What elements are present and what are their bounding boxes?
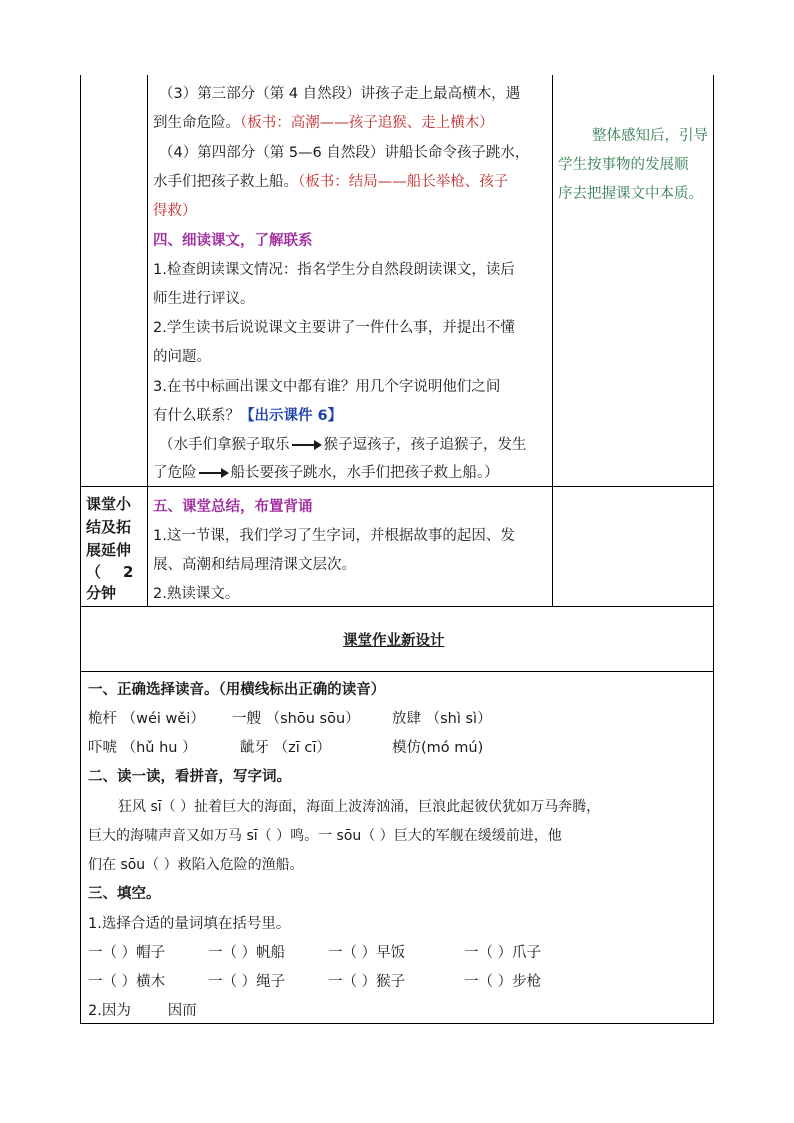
q1-pinyin: （shōu sōu） [265, 711, 360, 727]
section4-item3-line2 [153, 406, 342, 426]
q3-item2: 2.因为 因而 [88, 1003, 197, 1019]
courseware-link[interactable]: 【出示课件 6】 [240, 408, 343, 424]
q1-item-6 [392, 738, 483, 758]
q1-word: 龇牙 [240, 740, 269, 756]
q1-word: 吓唬 [88, 740, 117, 756]
part4-line1: （4）第四部分（第 5—6 自然段）讲船长命令孩子跳水， [159, 145, 530, 161]
q1-pinyin: （shì sì） [425, 711, 492, 727]
q1-word: 模仿 [392, 740, 421, 756]
q2-passage-line3: 们在 sōu（ ）救陷入危险的渔船。 [88, 857, 304, 873]
table-border-left [80, 75, 81, 1024]
stage-label-line3: 展延伸 [86, 541, 132, 559]
q1-pinyin: （wéi wěi） [121, 711, 205, 727]
q1-item-3 [392, 709, 492, 729]
q3-row1-item2: 一（ ）帆船 [208, 945, 286, 961]
q3-row2-item1: 一（ ）横木 [88, 974, 166, 990]
stage-label-line2: 结及拓 [86, 518, 132, 536]
flow-text-3: 了危险 [153, 465, 197, 481]
section4-item1-line2: 师生进行评议。 [153, 291, 255, 307]
row-divider-3 [80, 671, 714, 672]
part4-board-note-end: 得救） [153, 203, 197, 219]
stage-label-line4 [86, 561, 146, 584]
row-divider-1 [80, 486, 714, 487]
q1-pinyin: （hǔ hu ） [121, 740, 197, 756]
q1-item-1 [88, 709, 205, 729]
col-divider-2 [552, 75, 553, 607]
table-border-right [713, 75, 714, 1024]
q3-row1-item3: 一（ ）早饭 [328, 945, 406, 961]
q1-item-5 [240, 738, 331, 758]
q3-row2-item3: 一（ ）猴子 [328, 974, 406, 990]
section4-item3-line1: 3.在书中标画出课文中都有谁？用几个字说明他们之间 [153, 379, 501, 395]
q2-heading: 二、读一读，看拼音，写字词。 [88, 769, 291, 785]
teaching-note-line1: 整体感知后，引导 [592, 128, 708, 144]
q1-pinyin: （zī cī） [273, 740, 331, 756]
section5-heading: 五、课堂总结，布置背诵 [153, 499, 313, 515]
stage-minutes-number: 2 [123, 563, 134, 581]
relationship-flow-line2 [153, 463, 499, 483]
col-divider-1 [147, 75, 148, 607]
stage-label-line5: 分钟 [86, 584, 117, 602]
part3-line2 [153, 113, 494, 133]
q2-passage-line1: 狂风 sī（ ）扯着巨大的海面，海面上波涛汹涌，巨浪此起彼伏犹如万马奔腾， [118, 799, 601, 815]
row-divider-2 [80, 606, 714, 607]
table-border-bottom [80, 1023, 714, 1024]
right-arrow-icon [292, 440, 322, 450]
q3-row1-item1: 一（ ）帽子 [88, 945, 166, 961]
stage-label-line1: 课堂小 [86, 495, 132, 513]
relationship-flow-line1 [159, 435, 527, 455]
section4-heading: 四、细读课文，了解联系 [153, 233, 313, 249]
section4-item3-text: 有什么联系？ [153, 408, 240, 424]
flow-text-2: 猴子逗孩子，孩子追猴子，发生 [323, 437, 527, 453]
section5-item1-line2: 展、高潮和结局理清课文层次。 [153, 557, 356, 573]
homework-title: 课堂作业新设计 [343, 633, 445, 649]
part3-board-note: （板书：高潮——孩子追猴、走上横木） [240, 115, 494, 131]
q2-passage-line2: 巨大的海啸声音又如万马 sī（ ）鸣。一 sōu（ ）巨大的军舰在缓缓前进，他 [88, 828, 562, 844]
part4-board-note: （板书：结局——船长举枪、孩子 [298, 174, 509, 190]
q1-word: 桅杆 [88, 711, 117, 727]
flow-text-1: （水手们拿猴子取乐 [159, 437, 290, 453]
section4-item1-line1: 1.检查朗读课文情况：指名学生分自然段朗读课文，读后 [153, 262, 515, 278]
q1-word: 一艘 [232, 711, 261, 727]
q1-heading: 一、正确选择读音。（用横线标出正确的读音） [88, 682, 386, 698]
part4-line2 [153, 172, 508, 192]
q3-instruction: 1.选择合适的量词填在括号里。 [88, 916, 291, 932]
section5-item2: 2.熟读课文。 [153, 586, 240, 602]
section4-item2-line1: 2.学生读书后说说课文主要讲了一件什么事，并提出不懂 [153, 320, 515, 336]
q3-row1-item4: 一（ ）爪子 [464, 945, 542, 961]
q1-item-4 [88, 738, 197, 758]
right-arrow-icon [199, 468, 229, 478]
teaching-note-line3: 序去把握课文中本质。 [558, 186, 703, 202]
section5-item1-line1: 1.这一节课，我们学习了生字词，并根据故事的起因、发 [153, 528, 515, 544]
q1-word: 放肆 [392, 711, 421, 727]
q1-item-2 [232, 709, 360, 729]
section4-item2-line2: 的问题。 [153, 349, 211, 365]
stage-paren: （ [86, 563, 102, 581]
flow-text-4: 船长要孩子跳水，水手们把孩子救上船。） [230, 465, 499, 481]
q3-row2-item2: 一（ ）绳子 [208, 974, 286, 990]
part4-text: 水手们把孩子救上船。 [153, 174, 298, 190]
q1-pinyin: (mó mú) [421, 740, 484, 756]
part3-text: 到生命危险。 [153, 115, 240, 131]
part3-line1: （3）第三部分（第 4 自然段）讲孩子走上最高横木，遇 [159, 86, 521, 102]
q3-row2-item4: 一（ ）步枪 [464, 974, 542, 990]
teaching-note-line2: 学生按事物的发展顺 [558, 157, 689, 173]
q3-heading: 三、填空。 [88, 886, 161, 902]
